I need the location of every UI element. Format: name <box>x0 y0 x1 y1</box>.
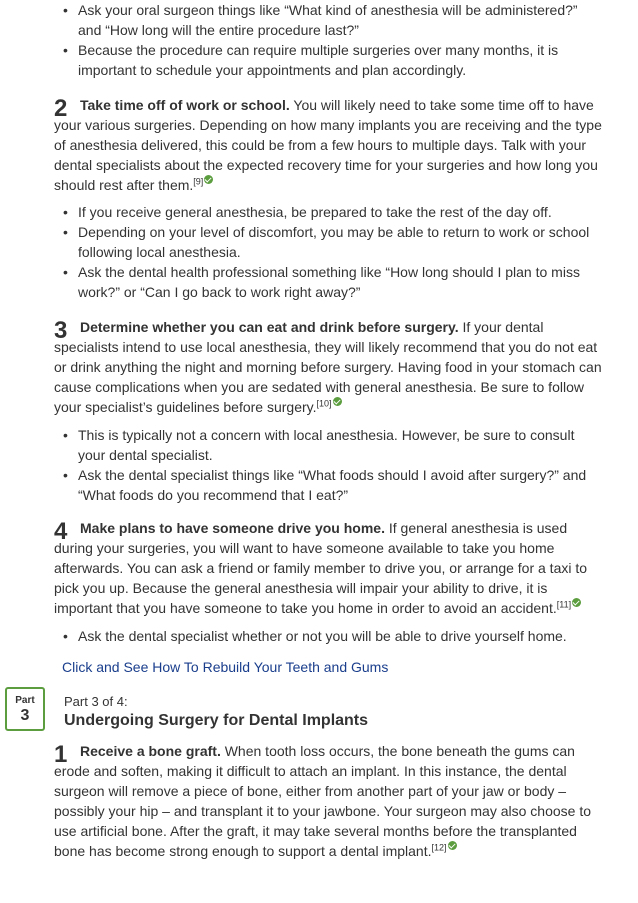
part-badge-number: 3 <box>20 707 30 724</box>
citation-ref[interactable]: [10] <box>316 398 332 409</box>
step-title: Receive a bone graft. <box>80 743 221 759</box>
step-number: 3 <box>54 317 68 344</box>
step-paragraph <box>54 518 602 618</box>
step-body: When tooth loss occurs, the bone beneath the gums can erode and soften, making it difficult to attach an implant. In this instance, the dental surgeon will remove a piece of bone, either from another part of your jaw or body – possibly your hip – and transplant it to your jawbone. Your surgeon may also choose to use artificial bone. After the graft, it may take several months before the transplanted bone has become strong enough to support a dental implant. <box>54 743 591 859</box>
citation-ref[interactable]: [11] <box>556 599 572 610</box>
verified-check-icon <box>204 175 213 184</box>
list-item: • Ask your oral surgeon things like “What kind of anesthesia will be administered?” and “How long will the entire procedure last?” <box>0 0 638 40</box>
step-number: 2 <box>54 95 68 122</box>
top-bullet-list <box>0 0 638 80</box>
step-2-bullets <box>0 202 638 302</box>
step-4-bullets <box>0 626 638 646</box>
verified-check-icon <box>448 841 457 850</box>
step-4 <box>0 518 638 618</box>
part-step-1 <box>0 741 638 861</box>
list-item: • Because the procedure can require multiple surgeries over many months, it is important to schedule your appointments and plan accordingly. <box>0 40 638 80</box>
step-3 <box>0 317 638 417</box>
verified-check-icon <box>333 397 342 406</box>
rebuild-teeth-link[interactable]: Click and See How To Rebuild Your Teeth and Gums <box>62 659 389 675</box>
verified-check-icon <box>572 598 581 607</box>
list-item: • If you receive general anesthesia, be prepared to take the rest of the day off. <box>0 202 638 222</box>
list-item: • Ask the dental specialist whether or not you will be able to drive yourself home. <box>0 626 638 646</box>
step-title: Take time off of work or school. <box>80 97 290 113</box>
step-paragraph <box>54 317 602 417</box>
list-item: • This is typically not a concern with local anesthesia. However, be sure to consult your dental specialist. <box>0 425 638 465</box>
step-2 <box>0 95 638 195</box>
step-body: If your dental specialists intend to use local anesthesia, they will likely recommend that you do not eat or drink anything the night and morning before surgery. Having food in your stomach can cause complications when you are sedated with general anesthesia. Be sure to follow your specialist’s guidelines before surgery. <box>54 319 602 415</box>
list-item: • Ask the dental health professional something like “How long should I plan to miss work?” or “Can I go back to work right away?” <box>0 262 638 302</box>
step-number: 1 <box>54 741 68 768</box>
step-number: 4 <box>54 518 68 545</box>
step-body: You will likely need to take some time off to have your various surgeries. Depending on how many implants you are receiving and the type of anesthesia delivered, this could be from a few hours to multiple days. Talk with your dental specialists about the expected recovery time for your surgeries and how long you should rest after them. <box>54 97 602 193</box>
list-item: • Depending on your level of discomfort, you may be able to return to work or school following local anesthesia. <box>0 222 638 262</box>
step-title: Make plans to have someone drive you home. <box>80 520 385 536</box>
part-title: Undergoing Surgery for Dental Implants <box>64 712 369 729</box>
step-title: Determine whether you can eat and drink before surgery. <box>80 319 459 335</box>
step-3-bullets <box>0 425 638 505</box>
step-paragraph <box>54 741 602 861</box>
step-body: If general anesthesia is used during your surgeries, you will want to have someone available to take you home afterwards. You can ask a friend or family member to drive you, or arrange for a taxi to pick you up. Because the general anesthesia will impair your ability to drive, it is important that you have someone to take you home in order to avoid an accident. <box>54 520 588 616</box>
part-badge-label: Part <box>15 695 35 706</box>
citation-ref[interactable]: [12] <box>431 842 447 853</box>
list-item: • Ask the dental specialist things like “What foods should I avoid after surgery?” and “What foods do you recommend that I eat?” <box>0 465 638 505</box>
part-subtitle: Part 3 of 4: <box>64 694 128 709</box>
citation-ref[interactable]: [9] <box>193 176 204 187</box>
step-paragraph <box>54 95 602 195</box>
part-badge <box>5 687 45 731</box>
